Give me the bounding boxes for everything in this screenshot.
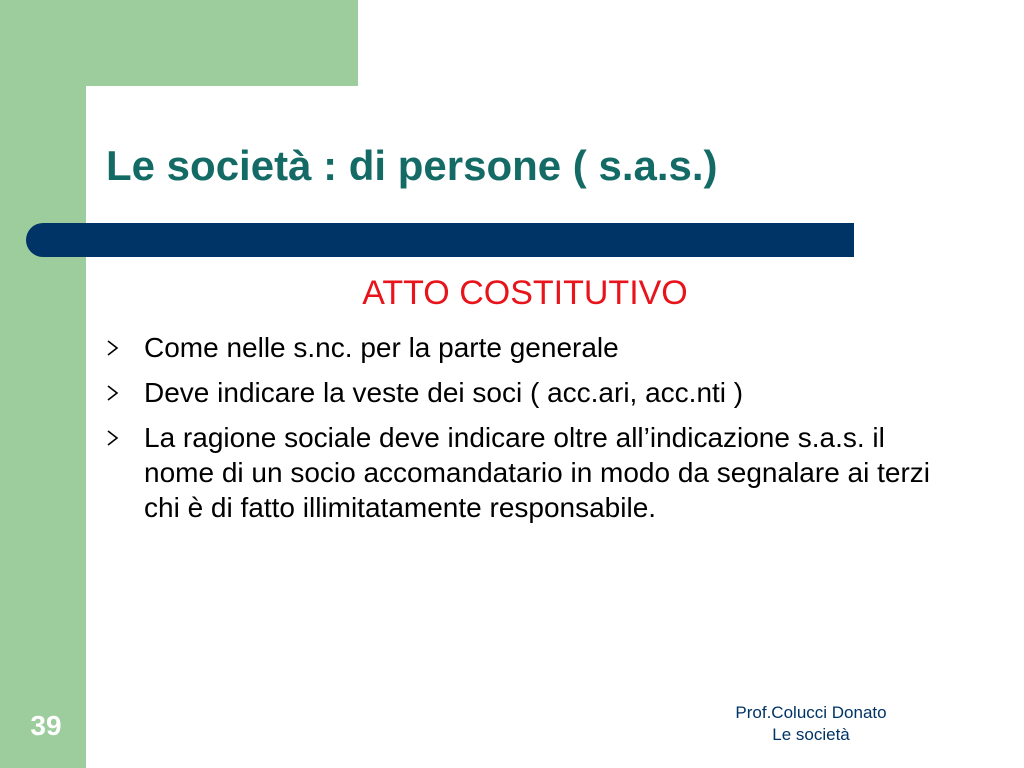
bullet-text: Deve indicare la veste dei soci ( acc.ari, acc.nti ) — [144, 377, 744, 408]
green-top-band — [0, 0, 358, 86]
section-heading: ATTO COSTITUTIVO — [362, 274, 688, 312]
slide-number: 39 — [30, 710, 62, 741]
bullet-item — [106, 375, 946, 410]
arrowhead-bullet-icon — [106, 339, 120, 357]
arrowhead-bullet-icon — [106, 429, 120, 447]
arrowhead-bullet-icon — [106, 384, 120, 402]
bullet-item — [106, 330, 946, 365]
footer-author: Prof.Colucci Donato — [735, 703, 887, 722]
bullet-text: Come nelle s.nc. per la parte generale — [144, 332, 619, 363]
green-side-band — [0, 0, 86, 768]
footer — [700, 702, 922, 746]
title-underline-bar — [26, 223, 854, 257]
slide-title: Le società : di persone ( s.a.s.) — [106, 142, 718, 189]
bullet-list — [106, 330, 946, 535]
bullet-item — [106, 420, 946, 525]
footer-topic: Le società — [772, 725, 850, 744]
bullet-text: La ragione sociale deve indicare oltre all’indicazione s.a.s. il nome di un socio accomandatario in modo da segnalare ai terzi chi è di fatto illimitatamente responsabile. — [144, 422, 931, 523]
